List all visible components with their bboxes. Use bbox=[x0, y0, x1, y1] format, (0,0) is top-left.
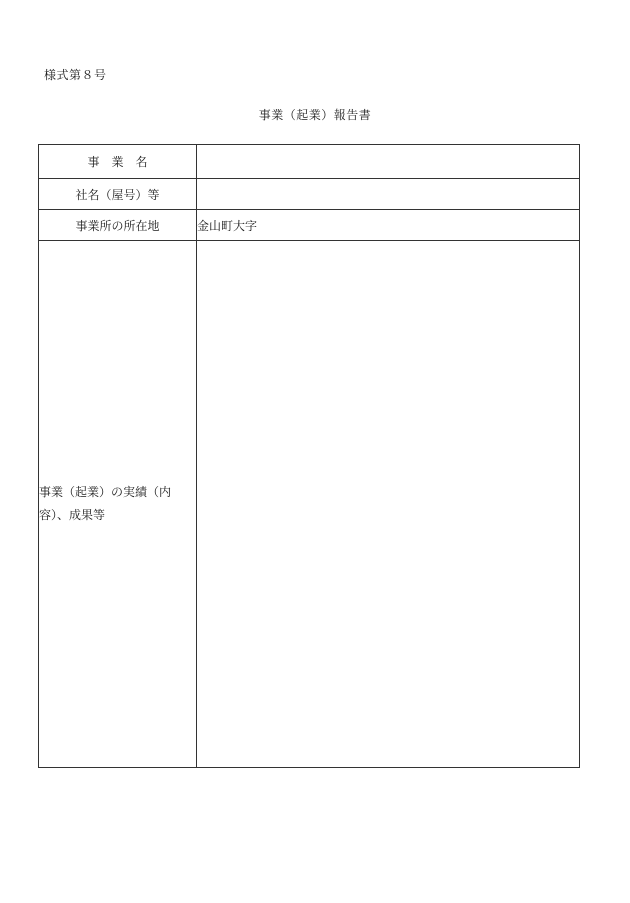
company-name-label: 社名（屋号）等 bbox=[39, 179, 197, 210]
table-row bbox=[39, 145, 580, 179]
document-title: 事業（起業）報告書 bbox=[258, 108, 372, 122]
report-table bbox=[38, 144, 580, 768]
results-label: 事業（起業）の実績（内容）、成果等 bbox=[39, 241, 197, 768]
table-row bbox=[39, 179, 580, 210]
office-address-label: 事業所の所在地 bbox=[39, 210, 197, 241]
company-name-field[interactable] bbox=[197, 179, 580, 210]
table-row bbox=[39, 241, 580, 768]
form-number: 様式第８号 bbox=[44, 68, 107, 82]
office-address-field[interactable]: 金山町大字 bbox=[197, 210, 580, 241]
business-name-label: 事 業 名 bbox=[39, 145, 197, 179]
business-name-field[interactable] bbox=[197, 145, 580, 179]
table-row bbox=[39, 210, 580, 241]
results-field[interactable] bbox=[197, 241, 580, 768]
